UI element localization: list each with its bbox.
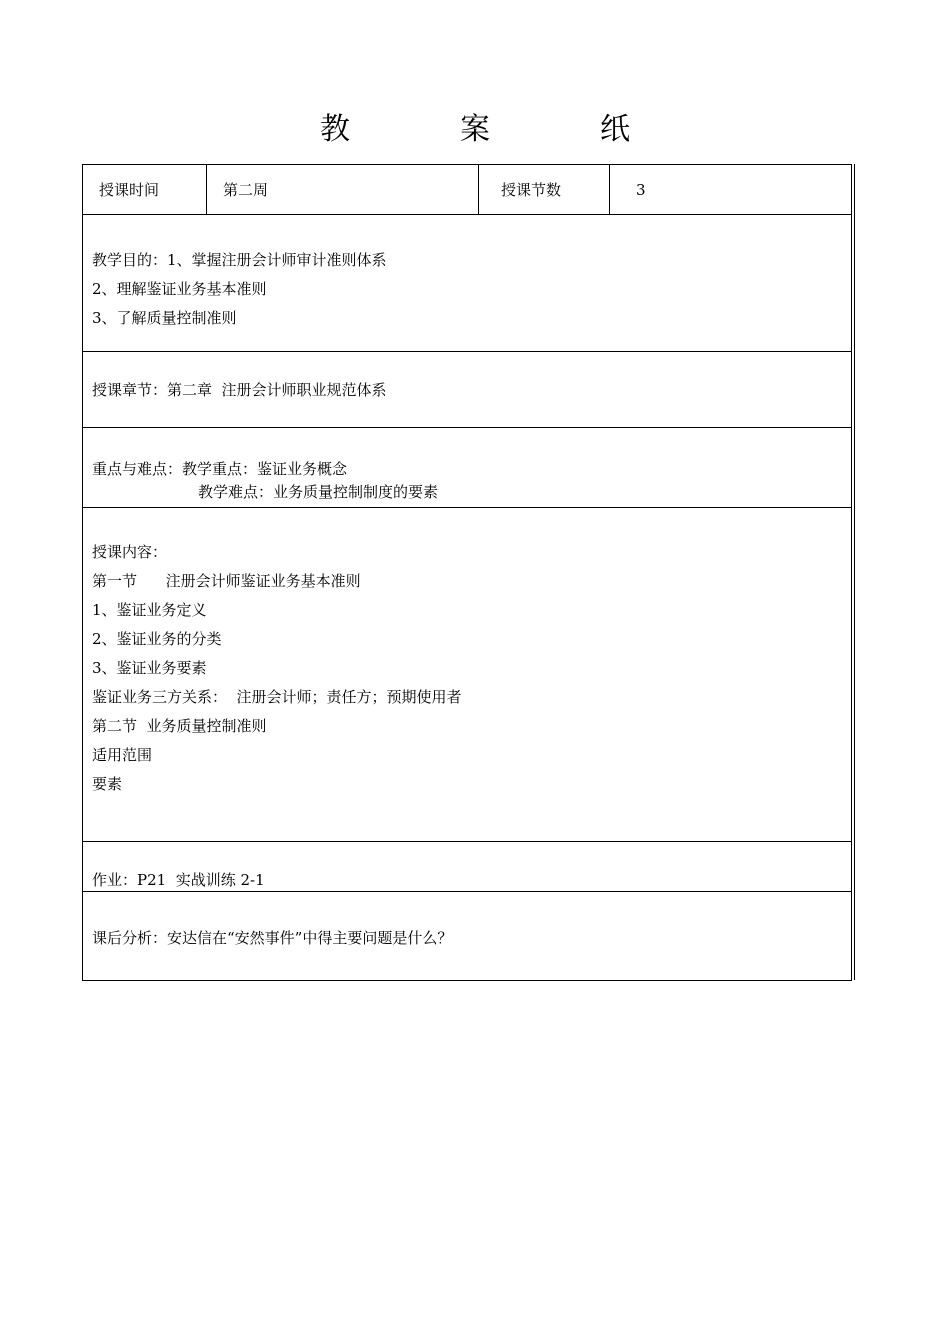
analysis-text: 课后分析：安达信在“安然事件”中得主要问题是什么？ — [92, 929, 453, 947]
header-row — [83, 165, 851, 215]
time-label: 授课时间 — [83, 165, 207, 214]
content-line: 要素 — [92, 775, 123, 793]
objective-line: 教学目的：1、掌握注册会计师审计准则体系 — [92, 251, 387, 269]
table-double-border — [854, 164, 855, 980]
chapter-section — [83, 352, 851, 428]
content-line: 鉴证业务三方关系： 注册会计师；责任方；预期使用者 — [92, 688, 462, 706]
content-line: 1、鉴证业务定义 — [92, 601, 207, 619]
homework-section — [83, 842, 851, 892]
difficulty-line: 教学难点：业务质量控制制度的要素 — [198, 483, 439, 501]
lesson-plan-table — [82, 164, 852, 981]
content-line: 第一节 注册会计师鉴证业务基本准则 — [92, 572, 361, 590]
chapter-text: 授课章节：第二章 注册会计师职业规范体系 — [92, 381, 387, 399]
analysis-section — [83, 892, 851, 980]
page-title: 教 案 纸 — [320, 112, 670, 147]
time-value: 第二周 — [207, 165, 479, 214]
key-points-section — [83, 428, 851, 508]
content-section — [83, 508, 851, 842]
content-line: 第二节 业务质量控制准则 — [92, 717, 267, 735]
hours-value: 3 — [636, 180, 646, 199]
homework-text: 作业：P21 实战训练 2-1 — [92, 871, 265, 889]
content-line: 2、鉴证业务的分类 — [92, 630, 222, 648]
objective-section — [83, 215, 851, 352]
content-line: 3、鉴证业务要素 — [92, 659, 207, 677]
objective-line: 2、理解鉴证业务基本准则 — [92, 280, 267, 298]
content-line: 授课内容： — [92, 543, 168, 561]
key-point-line: 重点与难点：教学重点：鉴证业务概念 — [92, 460, 348, 478]
hours-label: 授课节数 — [479, 165, 610, 214]
content-line: 适用范围 — [92, 746, 153, 764]
objective-line: 3、了解质量控制准则 — [92, 309, 237, 327]
